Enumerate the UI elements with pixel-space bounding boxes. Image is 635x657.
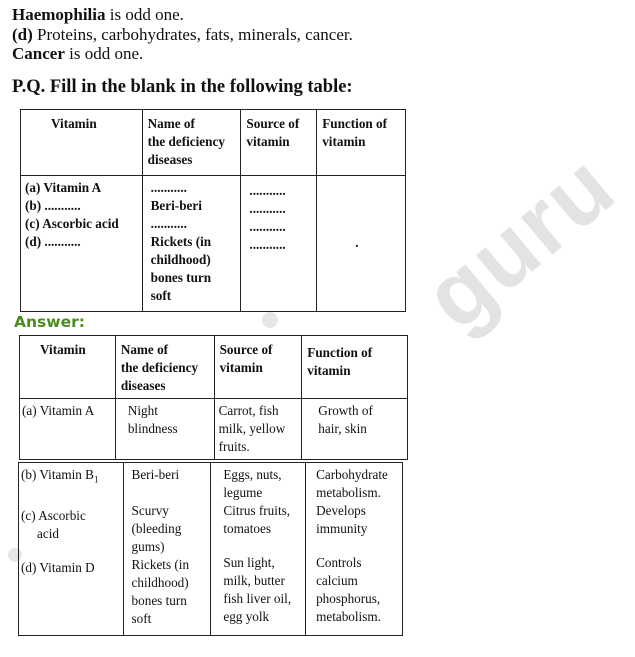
answer2-vitamin-col (19, 463, 124, 636)
header-line: Source of (246, 116, 300, 131)
intro-line-2-text: Proteins, carbohydrates, fats, minerals, cancer. (32, 25, 353, 44)
answer2-disease-col (123, 463, 211, 636)
header-line: the deficiency (147, 134, 225, 149)
answer-source (214, 399, 302, 460)
answer-header-source (214, 336, 302, 399)
spacer (21, 489, 119, 507)
question-header-function (317, 110, 406, 176)
question-header-disease (142, 110, 241, 176)
answer-vitamin (20, 399, 116, 460)
header-line: vitamin (219, 360, 263, 375)
cell-line: hair, skin (318, 421, 367, 436)
cell-line: (d) ........... (25, 234, 81, 249)
cell-line: Beri-beri (150, 198, 202, 213)
question-col-disease (142, 176, 241, 312)
answer-label: Answer: (14, 313, 85, 331)
cell-line: Rickets (in (131, 557, 190, 572)
cell-line: (a) Vitamin A (25, 180, 102, 195)
question-heading: P.Q. Fill in the blank in the following table: (12, 77, 353, 97)
answer-header-disease (115, 336, 214, 399)
cell-line: calcium (316, 573, 358, 588)
header-line: diseases (147, 152, 193, 167)
cell-line: Develops (316, 503, 366, 518)
cell-line: Growth of (318, 403, 373, 418)
question-col-function (317, 176, 406, 312)
header-line: vitamin (307, 363, 351, 378)
answer-table-1 (19, 335, 408, 460)
cell-line: ........... (150, 180, 187, 195)
cell-line: bones turn (131, 593, 187, 608)
cell-line: soft (131, 611, 152, 626)
cell-line: Carbohydrate (316, 467, 388, 482)
cell-line: immunity (316, 521, 368, 536)
subscript: 1 (93, 474, 99, 485)
answer-function (302, 399, 408, 460)
cell-line: Sun light, (223, 555, 275, 570)
cell-line: bones turn (150, 270, 212, 285)
question-table-header-row (21, 110, 406, 176)
cell-line: ........... (150, 216, 187, 231)
answer2-source-col (211, 463, 306, 636)
cell-line: Beri-beri (131, 467, 180, 482)
spacer (132, 484, 207, 502)
header-line: Source of (219, 342, 273, 357)
watermark-dot (262, 312, 278, 328)
cell-line: ........... (249, 183, 286, 198)
cell-line: blindness (127, 421, 178, 436)
cell-line: (bleeding (131, 521, 182, 536)
intro-line-3-bold: Cancer (12, 44, 65, 63)
question-table-row (21, 176, 406, 312)
answer-header-vitamin (20, 336, 116, 399)
cell-line: milk, butter (223, 573, 285, 588)
cell-line: childhood) (131, 575, 189, 590)
cell-line (21, 466, 119, 489)
watermark: guru (405, 134, 634, 349)
answer-header-function (302, 336, 408, 399)
cell-line: (c) Ascorbic (21, 507, 86, 523)
intro-line-2-bold: (d) (12, 25, 33, 44)
intro-line-2 (12, 26, 353, 44)
intro-line-3 (12, 45, 143, 63)
answer-table-2 (18, 462, 403, 636)
cell-line: phosphorus, (316, 591, 381, 606)
spacer (223, 538, 301, 554)
cell-line: (d) Vitamin D (21, 559, 95, 575)
header-line: Vitamin (40, 342, 86, 357)
question-col-vitamin (21, 176, 143, 312)
header-line: the deficiency (120, 360, 199, 375)
cell-line: Night (127, 403, 158, 418)
intro-line-3-text: is odd one. (64, 44, 144, 63)
header-line: Name of (120, 342, 169, 357)
cell-line: metabolism. (316, 609, 381, 624)
answer-table-2-row (19, 463, 403, 636)
cell-line: Carrot, fish (218, 403, 279, 418)
answer-table-row (20, 399, 408, 460)
question-header-vitamin (21, 110, 143, 176)
answer-disease (115, 399, 214, 460)
cell-line: Scurvy (131, 503, 169, 518)
cell-line: metabolism. (316, 485, 381, 500)
cell-line: fruits. (218, 439, 250, 454)
header-line: vitamin (322, 134, 366, 149)
cell-line: Eggs, nuts, (223, 467, 282, 482)
cell-line: soft (150, 288, 172, 303)
cell-line: Rickets (in (150, 234, 212, 249)
header-line: Function of (322, 116, 388, 131)
cell-line: Citrus fruits, (223, 503, 291, 518)
cell-line: acid (37, 525, 59, 541)
header-line: vitamin (246, 134, 290, 149)
cell-line: ........... (249, 237, 286, 252)
question-col-source (241, 176, 317, 312)
cell-line: . (355, 235, 359, 250)
cell-line: egg yolk (223, 609, 270, 624)
cell-line: childhood) (150, 252, 211, 267)
cell-line: legume (223, 485, 263, 500)
question-header-vitamin-text: Vitamin (51, 116, 97, 131)
question-table (20, 109, 406, 312)
intro-line-1-text: is odd one. (105, 5, 184, 24)
cell-line: (a) Vitamin A (22, 403, 95, 418)
answer2-function-col (306, 463, 403, 636)
cell-line: ........... (249, 219, 286, 234)
spacer (316, 538, 398, 554)
cell-line: Controls (316, 555, 362, 570)
spacer (21, 543, 119, 559)
question-header-source (241, 110, 317, 176)
cell-line: fish liver oil, (223, 591, 292, 606)
cell-line: ........... (249, 201, 286, 216)
cell-line: (c) Ascorbic acid (25, 216, 119, 231)
cell-line: (b) ........... (25, 198, 81, 213)
cell-line: milk, yellow (218, 421, 286, 436)
header-line: diseases (120, 378, 166, 393)
cell-line: gums) (131, 539, 165, 554)
cell-line: tomatoes (223, 521, 271, 536)
header-line: Function of (307, 345, 373, 360)
vitamin-b-text: (b) Vitamin B (21, 467, 94, 482)
intro-line-1 (12, 6, 184, 24)
header-line: Name of (147, 116, 195, 131)
intro-line-1-bold: Haemophilia (12, 5, 106, 24)
answer-table-header-row (20, 336, 408, 399)
